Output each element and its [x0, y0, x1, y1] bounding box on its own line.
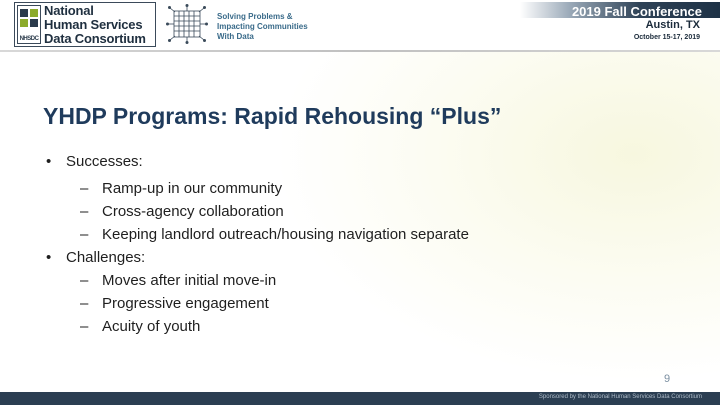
sub-bullet-text: Acuity of youth	[102, 318, 201, 335]
sub-bullet-marker: –	[80, 203, 89, 220]
header-divider	[0, 50, 720, 52]
logo-line-3: Data Consortium	[44, 31, 146, 46]
tagline-line-1: Solving Problems &	[217, 12, 293, 21]
sub-bullet-marker: –	[80, 318, 89, 335]
sub-bullet-text: Ramp-up in our community	[102, 180, 283, 197]
footer-text: Sponsored by the National Human Services Data Consortium	[538, 394, 702, 400]
sub-bullet-text: Keeping landlord outreach/housing navigation separate	[102, 226, 469, 243]
sub-bullet-text: Progressive engagement	[102, 295, 269, 312]
tagline-line-2: Impacting Communities	[217, 22, 308, 31]
nhsdc-mark-icon	[17, 5, 41, 44]
sub-bullet-marker: –	[80, 226, 89, 243]
slide-title: YHDP Programs: Rapid Rehousing “Plus”	[43, 103, 502, 129]
tagline-line-3: With Data	[217, 32, 254, 41]
bullet-text: Challenges:	[66, 249, 146, 266]
conference-dates: October 15-17, 2019	[633, 34, 700, 41]
logo-line-2: Human Services	[44, 17, 143, 32]
nhsdc-logo	[14, 2, 156, 47]
bullet-marker: •	[46, 249, 52, 266]
footer-bar	[0, 392, 720, 405]
logo-mark-text: NHSDC	[19, 36, 39, 42]
community-emblem-icon	[165, 4, 209, 44]
sub-bullet-marker: –	[80, 295, 89, 312]
tagline	[217, 12, 308, 42]
sub-bullet-text: Cross-agency collaboration	[102, 203, 284, 220]
conference-city: Austin, TX	[645, 19, 700, 31]
conference-title: 2019 Fall Conference	[571, 4, 702, 19]
sub-bullet-marker: –	[80, 180, 89, 197]
header	[0, 0, 720, 52]
logo-line-1: National	[44, 3, 94, 18]
conference-banner	[520, 2, 720, 18]
bullet-marker: •	[46, 153, 52, 170]
bullet-text: Successes:	[66, 153, 143, 170]
sub-bullet-marker: –	[80, 272, 89, 289]
sub-bullet-text: Moves after initial move-in	[102, 272, 277, 289]
page-number: 9	[664, 373, 671, 385]
